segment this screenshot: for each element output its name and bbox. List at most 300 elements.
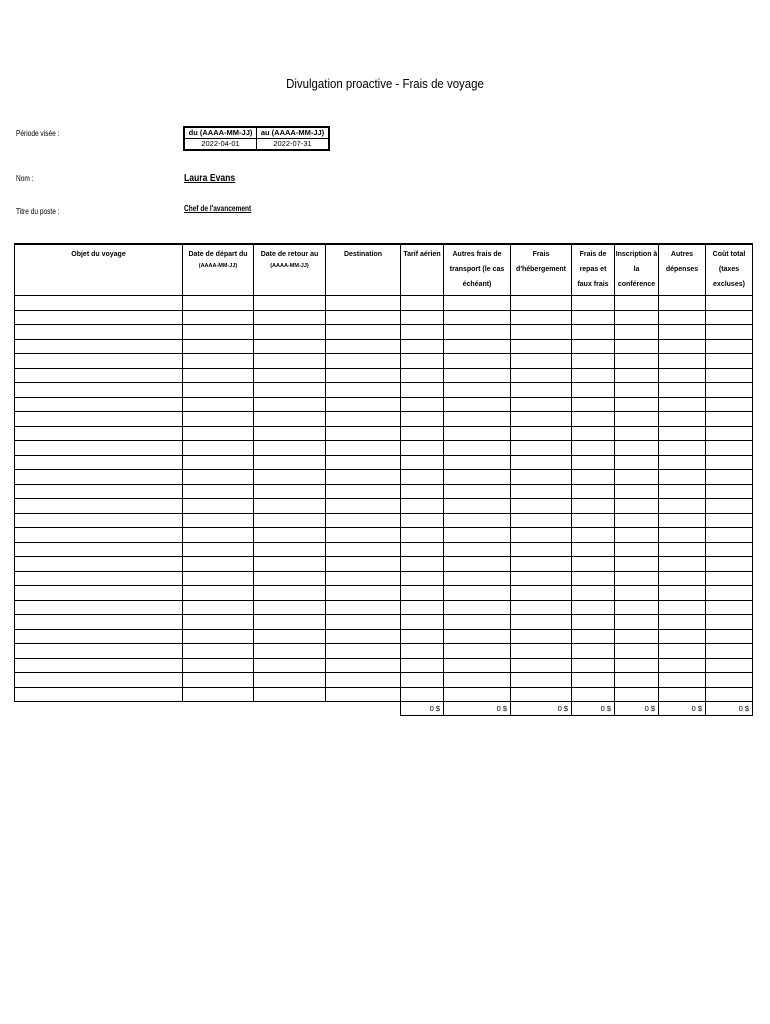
table-cell[interactable] bbox=[326, 687, 401, 702]
table-cell[interactable] bbox=[659, 629, 706, 644]
table-cell[interactable] bbox=[15, 325, 183, 340]
period-to-value[interactable]: 2022-07-31 bbox=[257, 139, 330, 151]
table-cell[interactable] bbox=[706, 339, 753, 354]
table-cell[interactable] bbox=[706, 586, 753, 601]
table-cell[interactable] bbox=[15, 412, 183, 427]
table-cell[interactable] bbox=[706, 615, 753, 630]
table-cell[interactable] bbox=[401, 644, 444, 659]
table-cell[interactable] bbox=[444, 673, 511, 688]
table-cell[interactable] bbox=[615, 441, 659, 456]
table-cell[interactable] bbox=[254, 673, 326, 688]
table-cell[interactable] bbox=[15, 296, 183, 311]
table-cell[interactable] bbox=[659, 484, 706, 499]
table-cell[interactable] bbox=[444, 296, 511, 311]
table-cell[interactable] bbox=[401, 586, 444, 601]
table-cell[interactable] bbox=[326, 542, 401, 557]
table-cell[interactable] bbox=[511, 513, 572, 528]
table-cell[interactable] bbox=[659, 310, 706, 325]
table-cell[interactable] bbox=[659, 368, 706, 383]
table-cell[interactable] bbox=[401, 687, 444, 702]
table-cell[interactable] bbox=[572, 310, 615, 325]
table-cell[interactable] bbox=[254, 397, 326, 412]
table-cell[interactable] bbox=[615, 470, 659, 485]
table-cell[interactable] bbox=[615, 513, 659, 528]
table-cell[interactable] bbox=[183, 310, 254, 325]
table-cell[interactable] bbox=[326, 484, 401, 499]
table-cell[interactable] bbox=[15, 383, 183, 398]
table-cell[interactable] bbox=[511, 687, 572, 702]
table-cell[interactable] bbox=[572, 296, 615, 311]
table-cell[interactable] bbox=[183, 455, 254, 470]
table-cell[interactable] bbox=[183, 484, 254, 499]
table-cell[interactable] bbox=[183, 441, 254, 456]
table-cell[interactable] bbox=[183, 470, 254, 485]
table-cell[interactable] bbox=[511, 412, 572, 427]
table-cell[interactable] bbox=[659, 339, 706, 354]
table-cell[interactable] bbox=[659, 513, 706, 528]
table-cell[interactable] bbox=[183, 412, 254, 427]
table-cell[interactable] bbox=[444, 615, 511, 630]
table-cell[interactable] bbox=[254, 368, 326, 383]
table-cell[interactable] bbox=[706, 673, 753, 688]
table-cell[interactable] bbox=[659, 383, 706, 398]
table-cell[interactable] bbox=[183, 644, 254, 659]
table-cell[interactable] bbox=[326, 644, 401, 659]
table-cell[interactable] bbox=[572, 687, 615, 702]
table-cell[interactable] bbox=[444, 412, 511, 427]
table-cell[interactable] bbox=[15, 426, 183, 441]
table-cell[interactable] bbox=[615, 644, 659, 659]
table-cell[interactable] bbox=[572, 441, 615, 456]
table-cell[interactable] bbox=[254, 296, 326, 311]
table-cell[interactable] bbox=[511, 629, 572, 644]
table-cell[interactable] bbox=[615, 658, 659, 673]
table-cell[interactable] bbox=[15, 368, 183, 383]
table-cell[interactable] bbox=[572, 397, 615, 412]
table-cell[interactable] bbox=[659, 600, 706, 615]
table-cell[interactable] bbox=[615, 354, 659, 369]
table-cell[interactable] bbox=[511, 658, 572, 673]
table-cell[interactable] bbox=[444, 325, 511, 340]
table-cell[interactable] bbox=[326, 499, 401, 514]
table-cell[interactable] bbox=[254, 412, 326, 427]
table-cell[interactable] bbox=[183, 586, 254, 601]
table-cell[interactable] bbox=[572, 368, 615, 383]
table-cell[interactable] bbox=[572, 325, 615, 340]
table-cell[interactable] bbox=[183, 673, 254, 688]
table-cell[interactable] bbox=[572, 383, 615, 398]
table-cell[interactable] bbox=[615, 586, 659, 601]
table-cell[interactable] bbox=[444, 528, 511, 543]
table-cell[interactable] bbox=[326, 412, 401, 427]
table-cell[interactable] bbox=[615, 557, 659, 572]
table-cell[interactable] bbox=[254, 513, 326, 528]
table-cell[interactable] bbox=[401, 571, 444, 586]
table-cell[interactable] bbox=[706, 600, 753, 615]
table-cell[interactable] bbox=[15, 528, 183, 543]
table-cell[interactable] bbox=[183, 629, 254, 644]
table-cell[interactable] bbox=[659, 528, 706, 543]
table-cell[interactable] bbox=[511, 441, 572, 456]
table-cell[interactable] bbox=[401, 354, 444, 369]
table-cell[interactable] bbox=[401, 658, 444, 673]
table-cell[interactable] bbox=[659, 542, 706, 557]
table-cell[interactable] bbox=[401, 629, 444, 644]
table-cell[interactable] bbox=[615, 426, 659, 441]
table-cell[interactable] bbox=[511, 455, 572, 470]
table-cell[interactable] bbox=[254, 325, 326, 340]
table-cell[interactable] bbox=[254, 528, 326, 543]
table-cell[interactable] bbox=[659, 586, 706, 601]
table-cell[interactable] bbox=[706, 325, 753, 340]
table-cell[interactable] bbox=[511, 470, 572, 485]
table-cell[interactable] bbox=[183, 383, 254, 398]
table-cell[interactable] bbox=[511, 542, 572, 557]
table-cell[interactable] bbox=[183, 658, 254, 673]
table-cell[interactable] bbox=[444, 557, 511, 572]
table-cell[interactable] bbox=[444, 600, 511, 615]
table-cell[interactable] bbox=[659, 354, 706, 369]
table-cell[interactable] bbox=[615, 528, 659, 543]
table-cell[interactable] bbox=[659, 412, 706, 427]
table-cell[interactable] bbox=[326, 354, 401, 369]
table-cell[interactable] bbox=[706, 455, 753, 470]
table-cell[interactable] bbox=[511, 644, 572, 659]
table-cell[interactable] bbox=[706, 470, 753, 485]
table-cell[interactable] bbox=[572, 673, 615, 688]
table-cell[interactable] bbox=[706, 658, 753, 673]
table-cell[interactable] bbox=[183, 571, 254, 586]
table-cell[interactable] bbox=[15, 455, 183, 470]
table-cell[interactable] bbox=[572, 658, 615, 673]
table-cell[interactable] bbox=[401, 310, 444, 325]
table-cell[interactable] bbox=[326, 528, 401, 543]
table-cell[interactable] bbox=[444, 571, 511, 586]
table-cell[interactable] bbox=[183, 426, 254, 441]
table-cell[interactable] bbox=[183, 600, 254, 615]
table-cell[interactable] bbox=[572, 528, 615, 543]
table-cell[interactable] bbox=[15, 571, 183, 586]
table-cell[interactable] bbox=[183, 687, 254, 702]
table-cell[interactable] bbox=[615, 600, 659, 615]
table-cell[interactable] bbox=[659, 615, 706, 630]
table-cell[interactable] bbox=[401, 528, 444, 543]
table-cell[interactable] bbox=[326, 441, 401, 456]
table-cell[interactable] bbox=[326, 629, 401, 644]
table-cell[interactable] bbox=[254, 571, 326, 586]
table-cell[interactable] bbox=[615, 397, 659, 412]
table-cell[interactable] bbox=[706, 426, 753, 441]
table-cell[interactable] bbox=[572, 542, 615, 557]
table-cell[interactable] bbox=[401, 615, 444, 630]
table-cell[interactable] bbox=[401, 426, 444, 441]
table-cell[interactable] bbox=[326, 397, 401, 412]
table-cell[interactable] bbox=[511, 673, 572, 688]
table-cell[interactable] bbox=[326, 296, 401, 311]
table-cell[interactable] bbox=[326, 325, 401, 340]
table-cell[interactable] bbox=[401, 296, 444, 311]
table-cell[interactable] bbox=[401, 397, 444, 412]
table-cell[interactable] bbox=[706, 441, 753, 456]
table-cell[interactable] bbox=[511, 397, 572, 412]
table-cell[interactable] bbox=[659, 441, 706, 456]
table-cell[interactable] bbox=[572, 615, 615, 630]
table-cell[interactable] bbox=[659, 455, 706, 470]
table-cell[interactable] bbox=[444, 397, 511, 412]
table-cell[interactable] bbox=[444, 629, 511, 644]
table-cell[interactable] bbox=[254, 455, 326, 470]
table-cell[interactable] bbox=[511, 557, 572, 572]
table-cell[interactable] bbox=[401, 542, 444, 557]
table-cell[interactable] bbox=[572, 600, 615, 615]
table-cell[interactable] bbox=[254, 441, 326, 456]
table-cell[interactable] bbox=[444, 368, 511, 383]
table-cell[interactable] bbox=[659, 325, 706, 340]
table-cell[interactable] bbox=[572, 455, 615, 470]
table-cell[interactable] bbox=[254, 470, 326, 485]
table-cell[interactable] bbox=[326, 383, 401, 398]
table-cell[interactable] bbox=[706, 354, 753, 369]
table-cell[interactable] bbox=[254, 586, 326, 601]
table-cell[interactable] bbox=[511, 296, 572, 311]
table-cell[interactable] bbox=[572, 629, 615, 644]
table-cell[interactable] bbox=[15, 397, 183, 412]
table-cell[interactable] bbox=[326, 470, 401, 485]
table-cell[interactable] bbox=[659, 687, 706, 702]
table-cell[interactable] bbox=[706, 310, 753, 325]
table-cell[interactable] bbox=[511, 339, 572, 354]
table-cell[interactable] bbox=[254, 426, 326, 441]
table-cell[interactable] bbox=[572, 339, 615, 354]
table-cell[interactable] bbox=[511, 426, 572, 441]
table-cell[interactable] bbox=[572, 470, 615, 485]
table-cell[interactable] bbox=[615, 499, 659, 514]
table-cell[interactable] bbox=[511, 310, 572, 325]
table-cell[interactable] bbox=[444, 687, 511, 702]
table-cell[interactable] bbox=[183, 339, 254, 354]
table-cell[interactable] bbox=[444, 441, 511, 456]
table-cell[interactable] bbox=[326, 368, 401, 383]
table-cell[interactable] bbox=[326, 571, 401, 586]
table-cell[interactable] bbox=[15, 673, 183, 688]
table-cell[interactable] bbox=[615, 629, 659, 644]
table-cell[interactable] bbox=[706, 644, 753, 659]
table-cell[interactable] bbox=[444, 658, 511, 673]
table-cell[interactable] bbox=[572, 513, 615, 528]
table-cell[interactable] bbox=[401, 673, 444, 688]
table-cell[interactable] bbox=[15, 615, 183, 630]
table-cell[interactable] bbox=[15, 658, 183, 673]
table-cell[interactable] bbox=[15, 470, 183, 485]
table-cell[interactable] bbox=[706, 368, 753, 383]
table-cell[interactable] bbox=[254, 310, 326, 325]
table-cell[interactable] bbox=[706, 412, 753, 427]
table-cell[interactable] bbox=[511, 354, 572, 369]
table-cell[interactable] bbox=[401, 499, 444, 514]
table-cell[interactable] bbox=[15, 600, 183, 615]
table-cell[interactable] bbox=[615, 296, 659, 311]
table-cell[interactable] bbox=[254, 658, 326, 673]
table-cell[interactable] bbox=[572, 484, 615, 499]
table-cell[interactable] bbox=[254, 644, 326, 659]
table-cell[interactable] bbox=[15, 513, 183, 528]
table-cell[interactable] bbox=[15, 339, 183, 354]
table-cell[interactable] bbox=[401, 470, 444, 485]
table-cell[interactable] bbox=[615, 310, 659, 325]
table-cell[interactable] bbox=[444, 310, 511, 325]
table-cell[interactable] bbox=[254, 499, 326, 514]
table-cell[interactable] bbox=[401, 325, 444, 340]
table-cell[interactable] bbox=[401, 455, 444, 470]
table-cell[interactable] bbox=[615, 615, 659, 630]
table-cell[interactable] bbox=[615, 325, 659, 340]
table-cell[interactable] bbox=[444, 484, 511, 499]
table-cell[interactable] bbox=[615, 687, 659, 702]
table-cell[interactable] bbox=[572, 557, 615, 572]
table-cell[interactable] bbox=[183, 615, 254, 630]
table-cell[interactable] bbox=[659, 571, 706, 586]
table-cell[interactable] bbox=[444, 542, 511, 557]
table-cell[interactable] bbox=[401, 557, 444, 572]
table-cell[interactable] bbox=[254, 354, 326, 369]
table-cell[interactable] bbox=[511, 484, 572, 499]
table-cell[interactable] bbox=[15, 484, 183, 499]
table-cell[interactable] bbox=[572, 571, 615, 586]
table-cell[interactable] bbox=[183, 499, 254, 514]
table-cell[interactable] bbox=[401, 383, 444, 398]
table-cell[interactable] bbox=[572, 644, 615, 659]
table-cell[interactable] bbox=[254, 542, 326, 557]
table-cell[interactable] bbox=[659, 658, 706, 673]
table-cell[interactable] bbox=[444, 586, 511, 601]
table-cell[interactable] bbox=[254, 339, 326, 354]
table-cell[interactable] bbox=[511, 383, 572, 398]
table-cell[interactable] bbox=[444, 383, 511, 398]
table-cell[interactable] bbox=[615, 571, 659, 586]
table-cell[interactable] bbox=[254, 615, 326, 630]
table-cell[interactable] bbox=[572, 586, 615, 601]
table-cell[interactable] bbox=[706, 499, 753, 514]
table-cell[interactable] bbox=[183, 528, 254, 543]
table-cell[interactable] bbox=[511, 571, 572, 586]
table-cell[interactable] bbox=[15, 310, 183, 325]
table-cell[interactable] bbox=[706, 513, 753, 528]
position-value[interactable]: Chef de l'avancement bbox=[184, 204, 252, 213]
table-cell[interactable] bbox=[401, 600, 444, 615]
table-cell[interactable] bbox=[706, 528, 753, 543]
table-cell[interactable] bbox=[615, 542, 659, 557]
table-cell[interactable] bbox=[183, 397, 254, 412]
table-cell[interactable] bbox=[15, 644, 183, 659]
table-cell[interactable] bbox=[511, 586, 572, 601]
table-cell[interactable] bbox=[254, 557, 326, 572]
table-cell[interactable] bbox=[326, 658, 401, 673]
table-cell[interactable] bbox=[401, 441, 444, 456]
table-cell[interactable] bbox=[326, 339, 401, 354]
name-value[interactable]: Laura Evans bbox=[184, 172, 236, 184]
table-cell[interactable] bbox=[444, 513, 511, 528]
table-cell[interactable] bbox=[326, 600, 401, 615]
table-cell[interactable] bbox=[706, 296, 753, 311]
table-cell[interactable] bbox=[706, 687, 753, 702]
period-from-value[interactable]: 2022-04-01 bbox=[184, 139, 257, 151]
table-cell[interactable] bbox=[511, 600, 572, 615]
table-cell[interactable] bbox=[615, 455, 659, 470]
table-cell[interactable] bbox=[15, 687, 183, 702]
table-cell[interactable] bbox=[15, 542, 183, 557]
table-cell[interactable] bbox=[444, 455, 511, 470]
table-cell[interactable] bbox=[511, 615, 572, 630]
table-cell[interactable] bbox=[254, 687, 326, 702]
table-cell[interactable] bbox=[254, 383, 326, 398]
table-cell[interactable] bbox=[511, 368, 572, 383]
table-cell[interactable] bbox=[511, 499, 572, 514]
table-cell[interactable] bbox=[659, 557, 706, 572]
table-cell[interactable] bbox=[183, 325, 254, 340]
table-cell[interactable] bbox=[15, 557, 183, 572]
table-cell[interactable] bbox=[615, 484, 659, 499]
table-cell[interactable] bbox=[706, 629, 753, 644]
table-cell[interactable] bbox=[326, 310, 401, 325]
table-cell[interactable] bbox=[326, 426, 401, 441]
table-cell[interactable] bbox=[401, 484, 444, 499]
table-cell[interactable] bbox=[183, 368, 254, 383]
table-cell[interactable] bbox=[401, 368, 444, 383]
table-cell[interactable] bbox=[15, 499, 183, 514]
table-cell[interactable] bbox=[659, 470, 706, 485]
table-cell[interactable] bbox=[572, 499, 615, 514]
table-cell[interactable] bbox=[183, 296, 254, 311]
table-cell[interactable] bbox=[615, 412, 659, 427]
table-cell[interactable] bbox=[326, 513, 401, 528]
table-cell[interactable] bbox=[326, 673, 401, 688]
table-cell[interactable] bbox=[615, 673, 659, 688]
table-cell[interactable] bbox=[706, 557, 753, 572]
table-cell[interactable] bbox=[615, 383, 659, 398]
table-cell[interactable] bbox=[572, 354, 615, 369]
table-cell[interactable] bbox=[254, 484, 326, 499]
table-cell[interactable] bbox=[15, 441, 183, 456]
table-cell[interactable] bbox=[15, 629, 183, 644]
table-cell[interactable] bbox=[183, 513, 254, 528]
table-cell[interactable] bbox=[511, 325, 572, 340]
table-cell[interactable] bbox=[706, 484, 753, 499]
table-cell[interactable] bbox=[401, 412, 444, 427]
table-cell[interactable] bbox=[444, 339, 511, 354]
table-cell[interactable] bbox=[183, 542, 254, 557]
table-cell[interactable] bbox=[254, 600, 326, 615]
table-cell[interactable] bbox=[326, 586, 401, 601]
table-cell[interactable] bbox=[444, 354, 511, 369]
table-cell[interactable] bbox=[659, 673, 706, 688]
table-cell[interactable] bbox=[15, 354, 183, 369]
table-cell[interactable] bbox=[15, 586, 183, 601]
table-cell[interactable] bbox=[706, 571, 753, 586]
table-cell[interactable] bbox=[572, 426, 615, 441]
table-cell[interactable] bbox=[444, 426, 511, 441]
table-cell[interactable] bbox=[615, 368, 659, 383]
table-cell[interactable] bbox=[659, 296, 706, 311]
table-cell[interactable] bbox=[659, 426, 706, 441]
table-cell[interactable] bbox=[659, 499, 706, 514]
table-cell[interactable] bbox=[659, 644, 706, 659]
table-cell[interactable] bbox=[706, 383, 753, 398]
table-cell[interactable] bbox=[511, 528, 572, 543]
table-cell[interactable] bbox=[183, 557, 254, 572]
table-cell[interactable] bbox=[706, 542, 753, 557]
table-cell[interactable] bbox=[183, 354, 254, 369]
table-cell[interactable] bbox=[444, 644, 511, 659]
